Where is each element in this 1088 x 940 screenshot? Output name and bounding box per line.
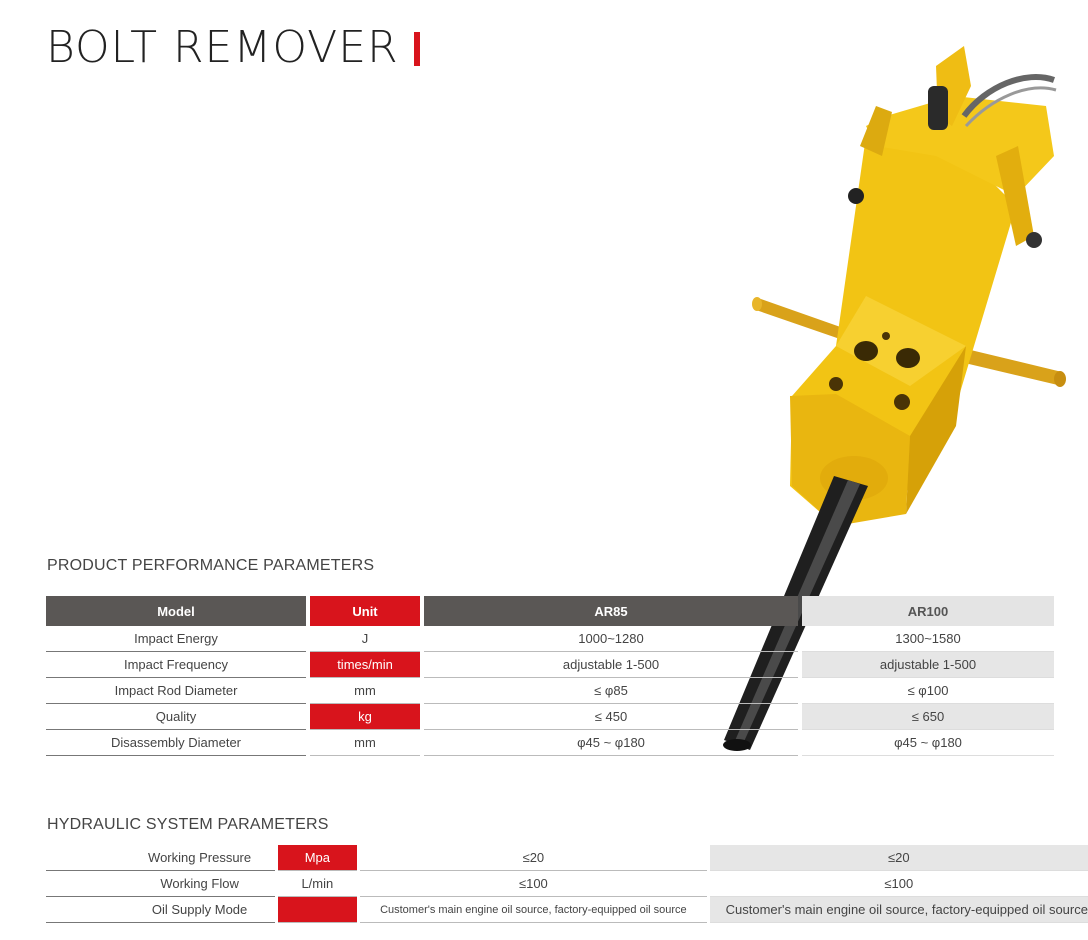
table-row bbox=[46, 704, 1054, 730]
row-unit: times/min bbox=[310, 652, 420, 678]
row-unit: Mpa bbox=[278, 845, 357, 871]
title-accent-bar bbox=[414, 32, 420, 66]
row-value-ar100: 1300~1580 bbox=[802, 626, 1054, 652]
row-unit: L/min bbox=[278, 871, 357, 897]
performance-header-row bbox=[46, 596, 1054, 626]
table-row bbox=[46, 730, 1054, 756]
row-value-ar85: 1000~1280 bbox=[424, 626, 798, 652]
header-model-ar100: AR100 bbox=[802, 596, 1054, 626]
row-value-ar85: adjustable 1-500 bbox=[424, 652, 798, 678]
row-label: Impact Rod Diameter bbox=[46, 678, 306, 704]
row-value-ar100: ≤20 bbox=[710, 845, 1088, 871]
table-row bbox=[46, 897, 1088, 923]
row-label: Impact Energy bbox=[46, 626, 306, 652]
row-unit: kg bbox=[310, 704, 420, 730]
row-label: Working Pressure bbox=[46, 845, 275, 871]
table-row bbox=[46, 626, 1054, 652]
hydraulic-table bbox=[46, 845, 1088, 923]
row-value-ar100: φ45 ~ φ180 bbox=[802, 730, 1054, 756]
header-unit: Unit bbox=[310, 596, 420, 626]
row-value-ar100: ≤ φ100 bbox=[802, 678, 1054, 704]
row-unit: J bbox=[310, 626, 420, 652]
row-label: Working Flow bbox=[46, 871, 275, 897]
row-value-ar85: Customer's main engine oil source, factory-equipped oil source bbox=[360, 897, 708, 923]
page-title: BOLT REMOVER bbox=[46, 22, 399, 73]
row-label: Quality bbox=[46, 704, 306, 730]
table-row bbox=[46, 678, 1054, 704]
row-value-ar85: ≤20 bbox=[360, 845, 708, 871]
row-value-ar85: ≤100 bbox=[360, 871, 708, 897]
row-value-ar85: φ45 ~ φ180 bbox=[424, 730, 798, 756]
performance-heading: PRODUCT PERFORMANCE PARAMETERS bbox=[47, 557, 375, 574]
hydraulic-heading: HYDRAULIC SYSTEM PARAMETERS bbox=[47, 816, 329, 833]
row-unit: mm bbox=[310, 678, 420, 704]
table-row bbox=[46, 871, 1088, 897]
row-value-ar100: ≤ 650 bbox=[802, 704, 1054, 730]
row-label: Oil Supply Mode bbox=[46, 897, 275, 923]
row-label: Impact Frequency bbox=[46, 652, 306, 678]
row-value-ar85: ≤ 450 bbox=[424, 704, 798, 730]
row-value-ar100: Customer's main engine oil source, factory-equipped oil source bbox=[710, 897, 1088, 923]
row-unit: mm bbox=[310, 730, 420, 756]
row-value-ar100: ≤100 bbox=[710, 871, 1088, 897]
row-label: Disassembly Diameter bbox=[46, 730, 306, 756]
row-unit bbox=[278, 897, 357, 923]
table-row bbox=[46, 845, 1088, 871]
row-value-ar100: adjustable 1-500 bbox=[802, 652, 1054, 678]
row-value-ar85: ≤ φ85 bbox=[424, 678, 798, 704]
header-model-ar85: AR85 bbox=[424, 596, 798, 626]
table-row bbox=[46, 652, 1054, 678]
header-model: Model bbox=[46, 596, 306, 626]
performance-table bbox=[46, 596, 1054, 756]
